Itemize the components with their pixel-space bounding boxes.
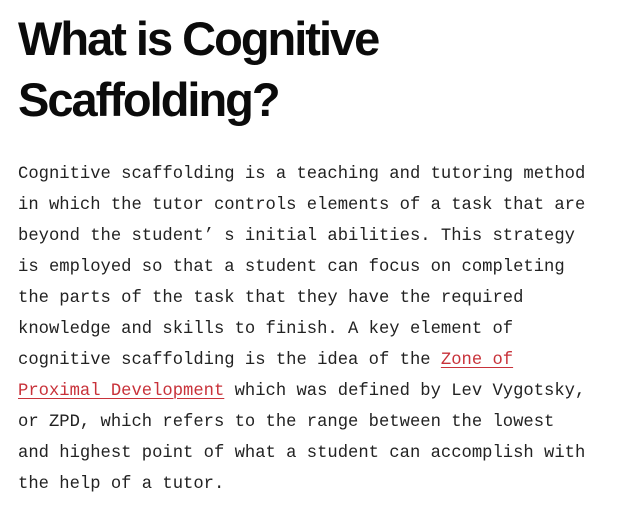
article [18, 8, 614, 494]
page-title-line-2: Scaffolding? [18, 73, 279, 126]
body-paragraph [18, 159, 585, 500]
paragraph-line: Cognitive scaffolding is a teaching and tutoring method [18, 165, 586, 184]
paragraph-text: which was defined by Lev Vygotsky, [224, 382, 586, 401]
paragraph-line: the help of a tutor. [18, 475, 225, 494]
paragraph-line: the parts of the task that they have the required [18, 289, 524, 308]
page-title-line-1: What is Cognitive [18, 12, 379, 65]
paragraph-text: cognitive scaffolding is the idea of the [18, 351, 441, 370]
zone-of-proximal-development-link-part-2[interactable]: Proximal Development [18, 382, 225, 401]
paragraph-line-with-link-start [18, 345, 585, 376]
paragraph-line: or ZPD, which refers to the range between the lowest [18, 413, 555, 432]
paragraph-line: knowledge and skills to finish. A key element of [18, 320, 514, 339]
paragraph-line: in which the tutor controls elements of a task that are [18, 196, 586, 215]
paragraph-line-with-link-end [18, 376, 585, 407]
paragraph-line: is employed so that a student can focus on completing [18, 258, 565, 277]
page-title [18, 8, 614, 130]
paragraph-line: and highest point of what a student can accomplish with [18, 444, 586, 463]
zone-of-proximal-development-link-part-1[interactable]: Zone of [440, 351, 514, 370]
paragraph-line: beyond the student’ s initial abilities. This strategy [18, 227, 575, 246]
